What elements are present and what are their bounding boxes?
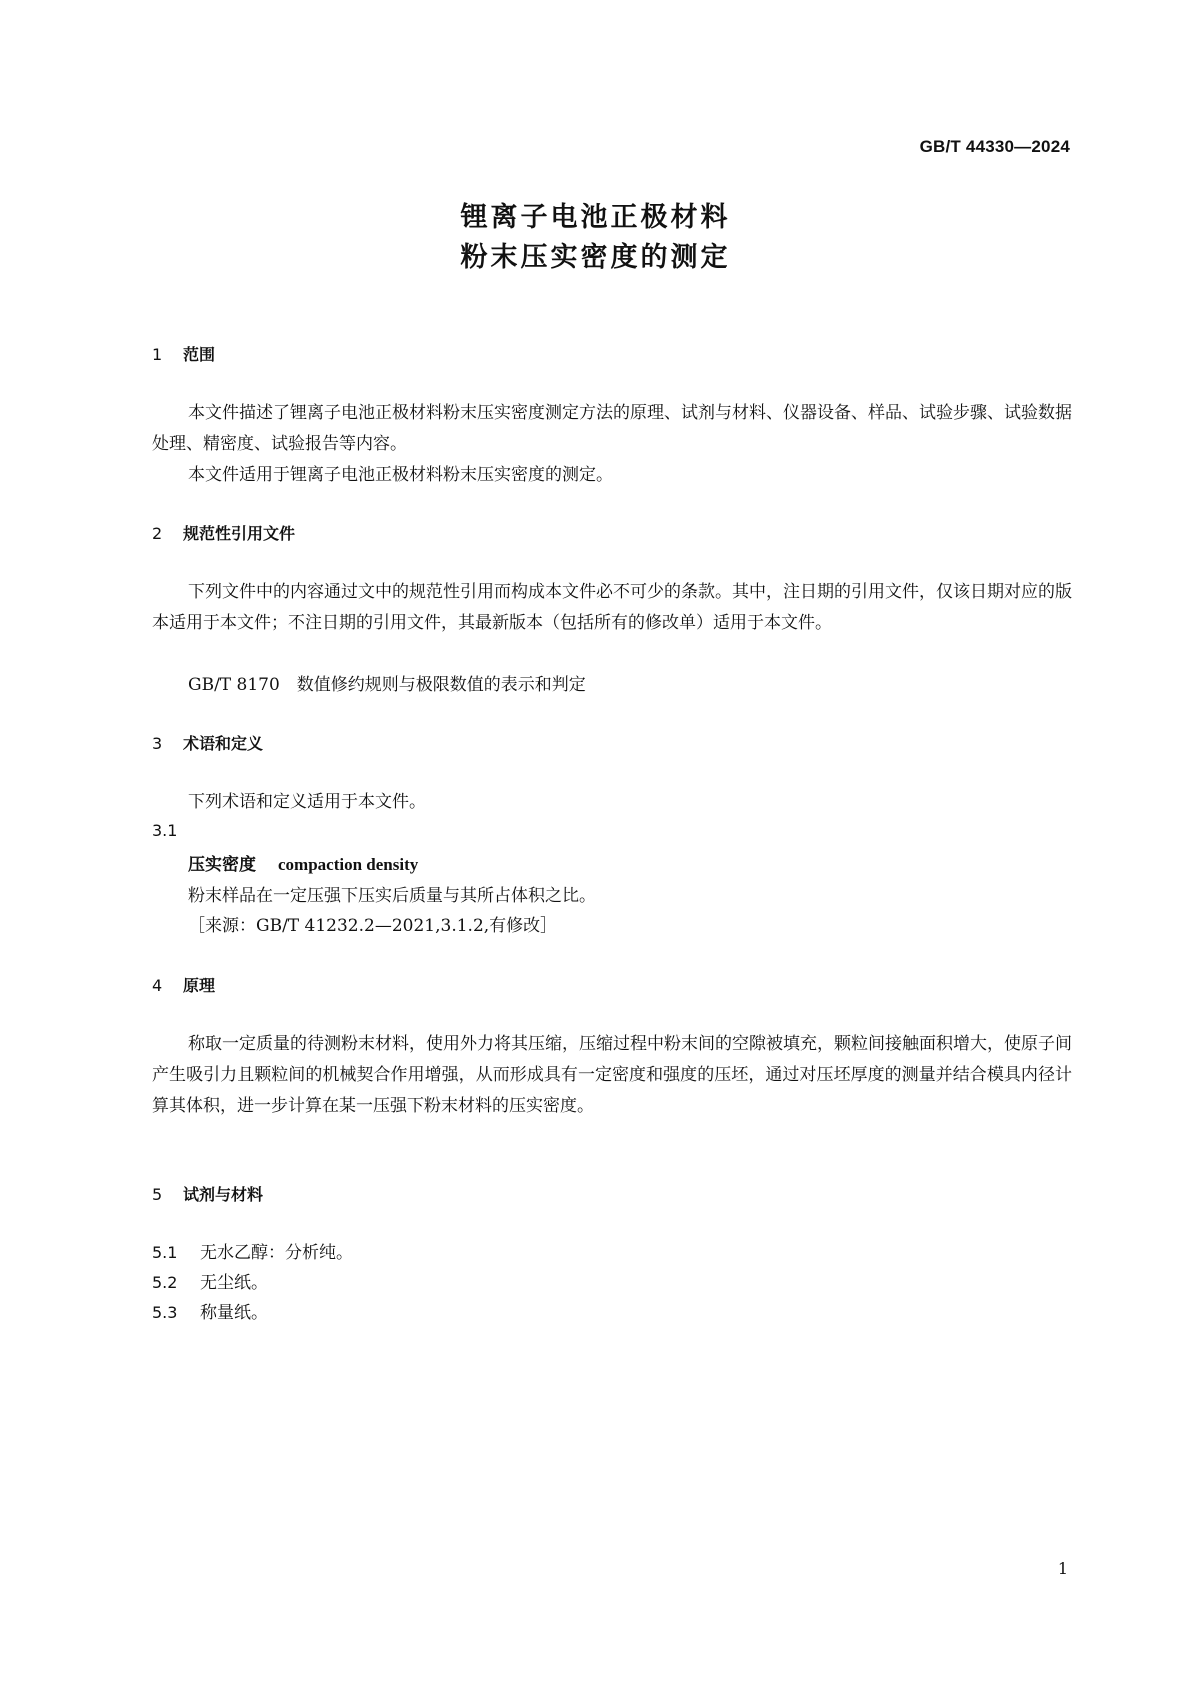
section-number: 3 (152, 734, 163, 753)
section-title: 范围 (183, 345, 216, 364)
section-1-paragraph-1 (152, 398, 1072, 460)
paragraph-text: 本文件描述了锂离子电池正极材料粉末压实密度测定方法的原理、试剂与材料、仪器设备、样品、试验步骤、试验数据处理、精密度、试验报告等内容。 (152, 403, 1072, 454)
normative-reference: GB/T 8170 数值修约规则与极限数值的表示和判定 (188, 675, 586, 695)
list-item (152, 1238, 353, 1263)
section-number: 1 (152, 345, 163, 364)
subclause-number: 3.1 (152, 821, 178, 840)
section-number: 2 (152, 524, 163, 543)
item-number: 5.3 (152, 1303, 178, 1322)
section-4-paragraph-1 (152, 1029, 1072, 1122)
paragraph-text: 下列文件中的内容通过文中的规范性引用而构成本文件必不可少的条款。其中，注日期的引用文件，仅该日期对应的版本适用于本文件；不注日期的引用文件，其最新版本（包括所有的修改单）适用于本文件。 (152, 582, 1072, 633)
paragraph-text: 本文件适用于锂离子电池正极材料粉末压实密度的测定。 (188, 465, 613, 485)
section-1-heading (152, 342, 215, 365)
section-number: 4 (152, 976, 163, 995)
item-text: 无尘纸。 (200, 1273, 268, 1293)
section-number: 5 (152, 1185, 163, 1204)
term-entry (188, 850, 418, 875)
section-3-heading (152, 731, 263, 754)
item-number: 5.2 (152, 1273, 178, 1292)
paragraph-text: 称取一定质量的待测粉末材料，使用外力将其压缩，压缩过程中粉末间的空隙被填充，颗粒间接触面积增大，使原子间产生吸引力且颗粒间的机械契合作用增强，从而形成具有一定密度和强度的压坯，通过对压坯厚度的测量并结合模具内径计算其体积，进一步计算在某一压强下粉末材料的压实密度。 (152, 1034, 1072, 1116)
section-2-heading (152, 521, 295, 544)
term-definition: 粉末样品在一定压强下压实后质量与其所占体积之比。 (188, 886, 596, 906)
term-source: ［来源：GB/T 41232.2—2021,3.1.2,有修改］ (188, 916, 558, 936)
section-2-paragraph-1 (152, 577, 1072, 639)
section-1-paragraph-2 (152, 460, 1072, 491)
section-title: 术语和定义 (183, 734, 264, 753)
document-title-line-2: 粉末压实密度的测定 (460, 242, 731, 273)
page-number: 1 (1057, 1559, 1068, 1578)
section-title: 原理 (183, 976, 216, 995)
list-item (152, 1298, 268, 1323)
item-text: 无水乙醇：分析纯。 (200, 1243, 353, 1263)
section-3-intro: 下列术语和定义适用于本文件。 (188, 792, 426, 812)
standard-number: GB/T 44330—2024 (919, 137, 1070, 156)
document-title-line-1: 锂离子电池正极材料 (460, 202, 731, 233)
section-title: 试剂与材料 (183, 1185, 264, 1204)
term-en: compaction density (278, 855, 419, 874)
section-title: 规范性引用文件 (183, 524, 296, 543)
section-4-heading (152, 973, 215, 996)
section-5-heading (152, 1182, 263, 1205)
item-number: 5.1 (152, 1243, 178, 1262)
item-text: 称量纸。 (200, 1303, 268, 1323)
list-item (152, 1268, 268, 1293)
term-zh: 压实密度 (188, 855, 256, 875)
